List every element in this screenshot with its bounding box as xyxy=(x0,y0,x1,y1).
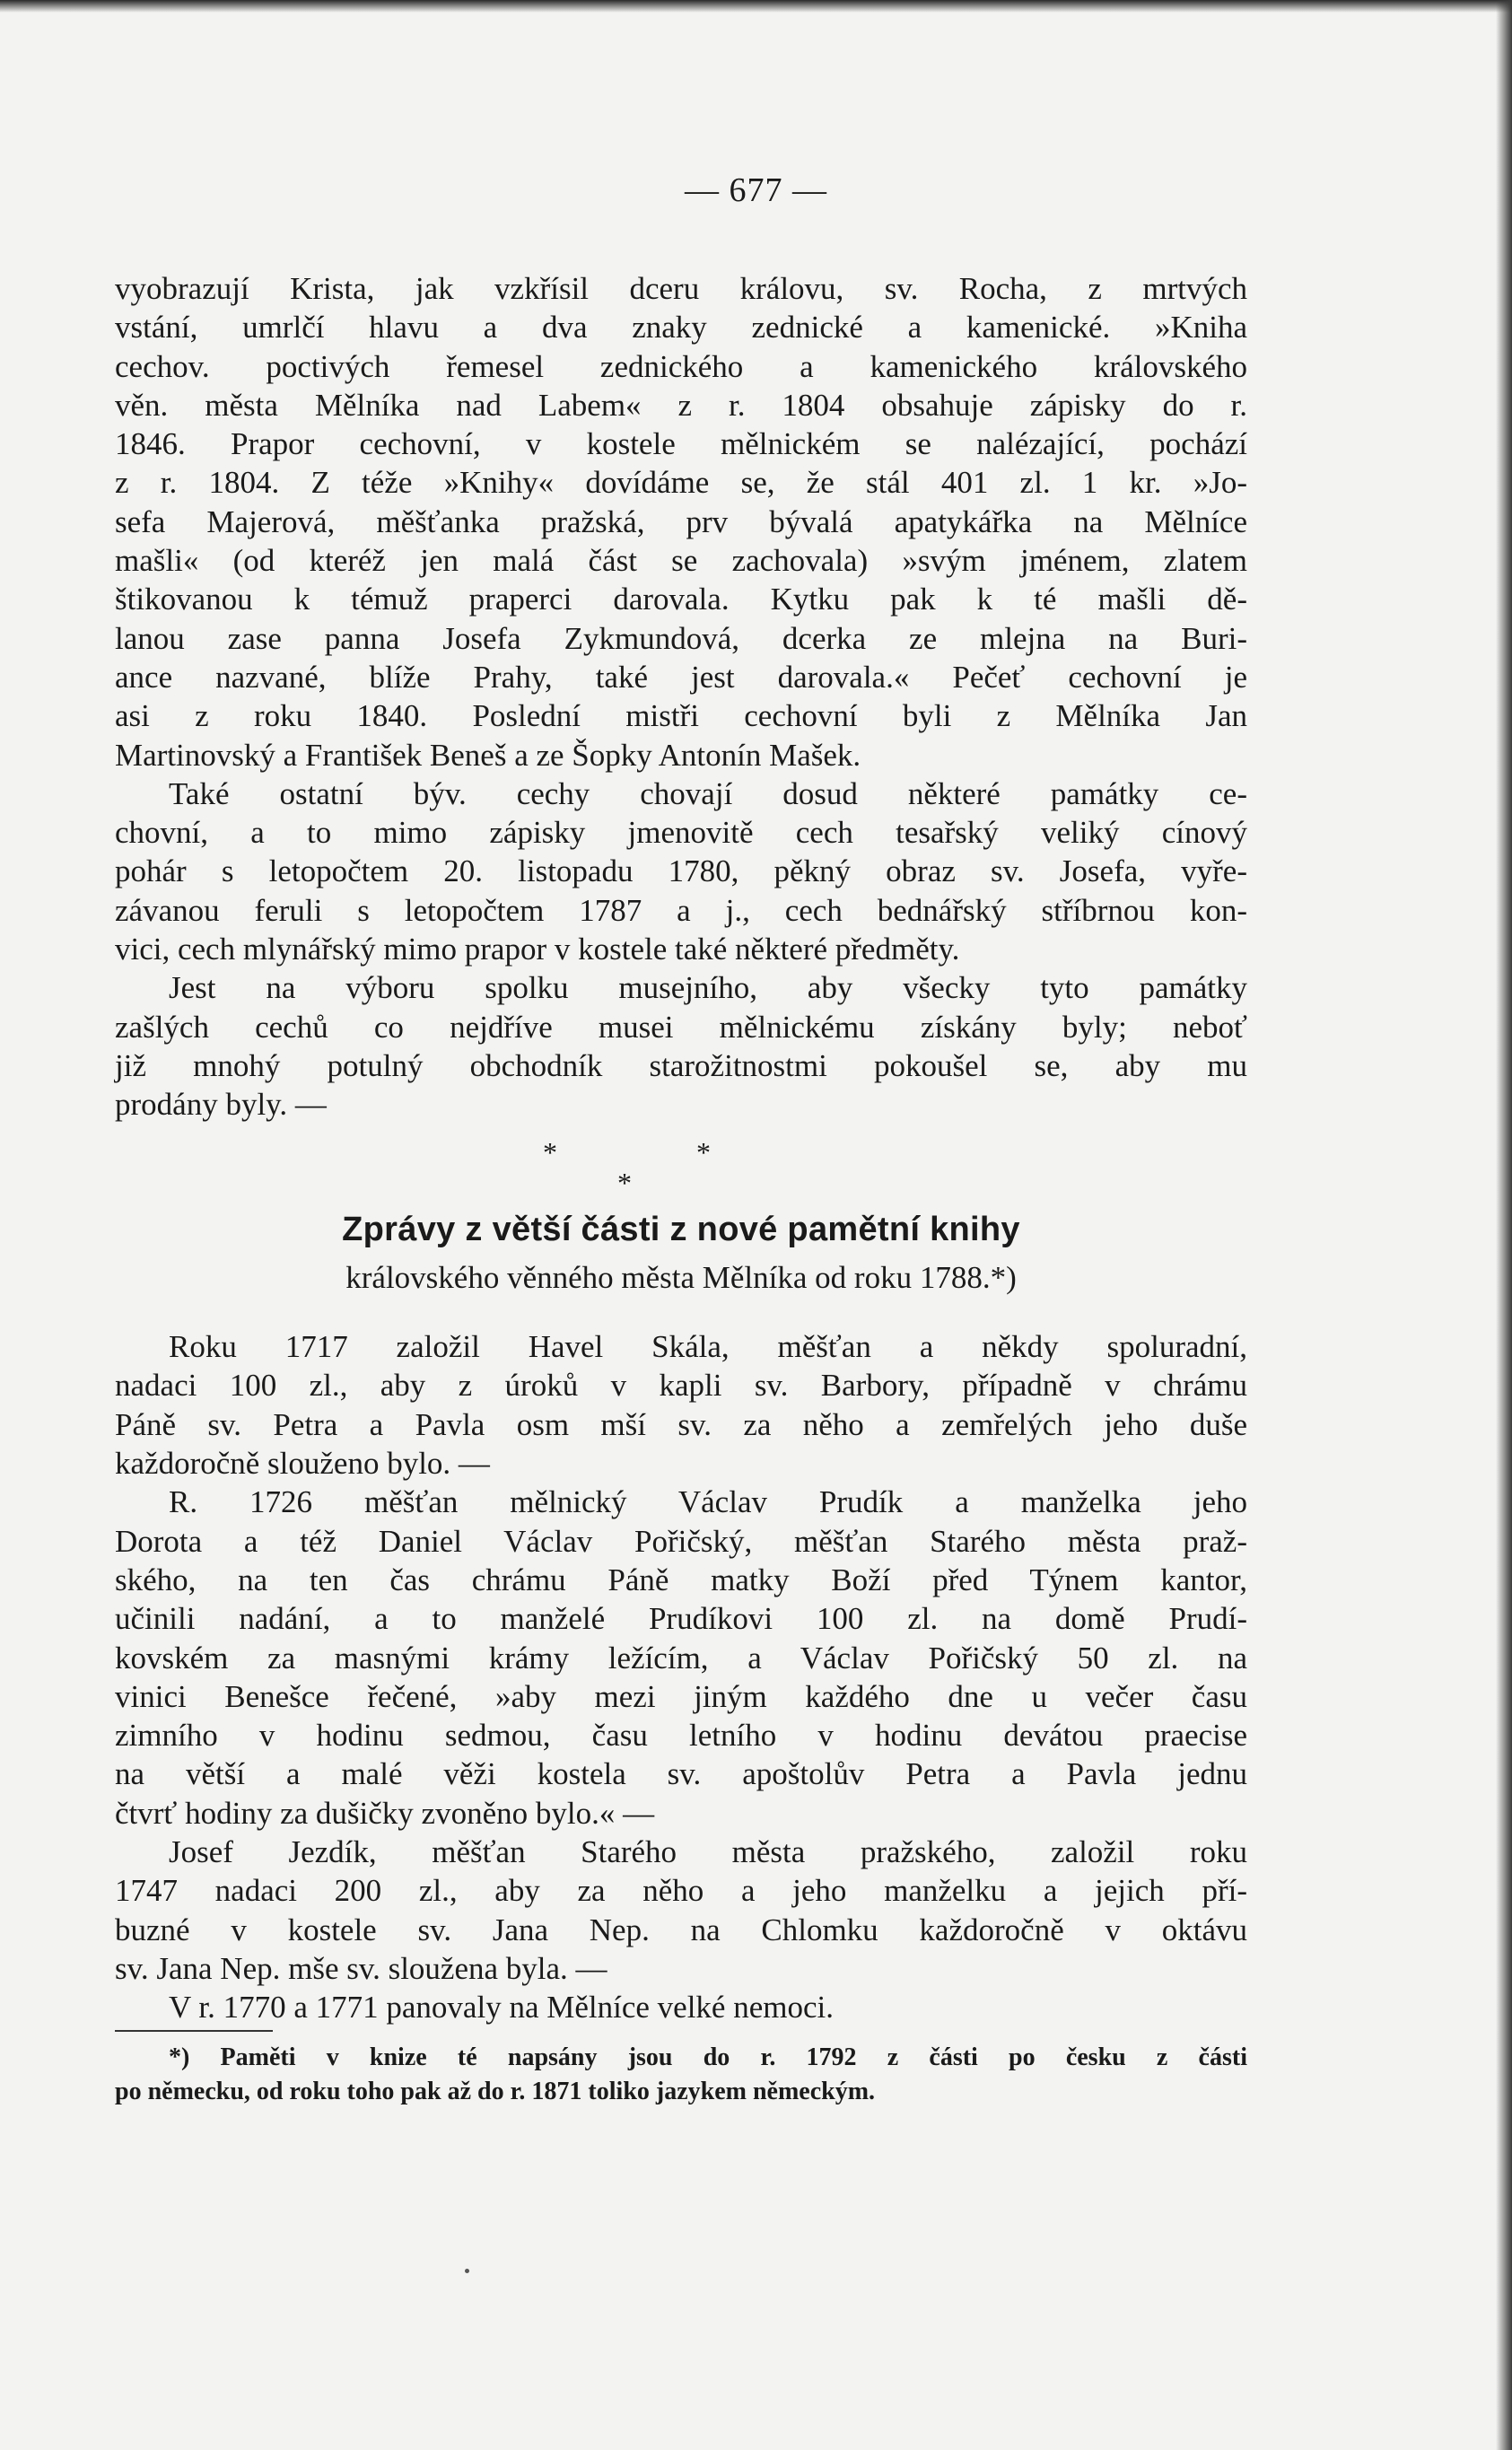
text-line: Josef Jezdík, měšťan Starého města pražského, založil roku xyxy=(169,1833,1247,1869)
text-line: sefa Majerová, měšťanka pražská, prv bývalá apatykářka na Mělníce xyxy=(115,503,1247,539)
page-body xyxy=(115,269,1247,2109)
text-line: prodány byly. — xyxy=(115,1087,327,1123)
paragraph-museum-committee xyxy=(115,968,1247,1124)
text-line: mašli« (od kteréž jen malá část se zachovala) »svým jménem, zlatem xyxy=(115,543,1247,579)
text-line: vyobrazují Krista, jak vzkřísil dceru královu, sv. Rocha, z mrtvých xyxy=(115,271,1247,306)
paragraph-1770 xyxy=(115,1988,1247,2026)
text-line: na větší a malé věži kostela sv. apoštolův Petra a Pavla jednu xyxy=(115,1756,1247,1792)
section-heading: Zprávy z větší části z nové pamětní knihy xyxy=(342,1210,1020,1248)
text-line: Také ostatní býv. cechy chovají dosud některé památky ce- xyxy=(169,775,1247,811)
text-line: ského, na ten čas chrámu Páně matky Boží před Týnem kantor, xyxy=(115,1562,1247,1597)
text-line: ance nazvané, blíže Prahy, také jest darovala.« Pečeť cechovní je xyxy=(115,659,1247,695)
text-line: sv. Jana Nep. mše sv. sloužena byla. — xyxy=(115,1950,607,1986)
text-line: závanou feruli s letopočtem 1787 a j., cech bednářský stříbrnou kon- xyxy=(115,892,1247,928)
text-line: lanou zase panna Josefa Zykmundová, dcerka ze mlejna na Buri- xyxy=(115,620,1247,656)
text-line: Martinovský a František Beneš a ze Šopky Antonín Mašek. xyxy=(115,737,861,773)
footnote-line: *) Paměti v knize té napsány jsou do r. 1792 z části po česku z části xyxy=(169,2043,1247,2072)
text-line: štikovanou k témuž praperci darovala. Kytku pak k té mašli dě- xyxy=(115,582,1247,617)
scan-speck xyxy=(465,2269,469,2273)
section-subheading: královského věnného města Mělníka od roku 1788.*) xyxy=(345,1259,1017,1295)
text-line: Roku 1717 založil Havel Skála, měšťan a někdy spoluradní, xyxy=(169,1329,1247,1365)
footnote xyxy=(115,2041,1247,2109)
page-number: — 677 — xyxy=(685,171,827,209)
text-line: čtvrť hodiny za dušičky zvoněno bylo.« — xyxy=(115,1795,655,1831)
text-line: Páně sv. Petra a Pavla osm mší sv. za něho a zemřelých jeho duše xyxy=(115,1406,1247,1442)
text-line: z r. 1804. Z téže »Knihy« dovídáme se, že stál 401 zl. 1 kr. »Jo- xyxy=(115,465,1247,501)
text-line: nadaci 100 zl., aby z úroků v kapli sv. Barbory, případně v chrámu xyxy=(115,1368,1247,1404)
text-line: vinici Benešce řečené, »aby mezi jiným každého dne u večer času xyxy=(115,1678,1247,1714)
text-line: již mnohý potulný obchodník starožitnostmi pokoušel se, aby mu xyxy=(115,1047,1247,1083)
text-line: Dorota a též Daniel Václav Pořičský, měšťan Starého města praž- xyxy=(115,1523,1247,1559)
paragraph-other-guilds xyxy=(115,774,1247,968)
paragraph-1726 xyxy=(115,1483,1247,1833)
asterisk: * xyxy=(543,1135,557,1168)
text-line: R. 1726 měšťan mělnický Václav Prudík a manželka jeho xyxy=(169,1484,1247,1520)
scan-right-edge xyxy=(1496,0,1512,2450)
text-line: asi z roku 1840. Poslední mistři cechovní byli z Mělníka Jan xyxy=(115,698,1247,734)
text-line: učinili nadání, a to manželé Prudíkovi 100 zl. na domě Prudí- xyxy=(115,1601,1247,1637)
asterisk: * xyxy=(696,1135,711,1168)
text-line: každoročně slouženo bylo. — xyxy=(115,1446,490,1482)
text-line: věn. města Mělníka nad Labem« z r. 1804 obsahuje zápisky do r. xyxy=(115,387,1247,423)
section-separator xyxy=(115,1124,1247,1199)
text-line: pohár s letopočtem 20. listopadu 1780, pěkný obraz sv. Josefa, vyře- xyxy=(115,853,1247,889)
text-line: vstání, umrlčí hlavu a dva znaky zednické a kamenické. »Kniha xyxy=(115,310,1247,346)
text-line: cechov. poctivých řemesel zednického a kamenického královského xyxy=(115,348,1247,384)
text-line: 1747 nadaci 200 zl., aby za něho a jeho manželku a jejich pří- xyxy=(115,1873,1247,1909)
footnote-rule xyxy=(115,2030,273,2032)
scan-top-edge xyxy=(0,0,1512,13)
text-line: buzné v kostele sv. Jana Nep. na Chlomku každoročně v oktávu xyxy=(115,1912,1247,1947)
paragraph-1747 xyxy=(115,1833,1247,1988)
text-line: zimního v hodinu sedmou, času letního v hodinu devátou praecise xyxy=(115,1718,1247,1754)
text-line: vici, cech mlynářský mimo prapor v kostele také některé předměty. xyxy=(115,932,960,967)
text-line: zašlých cechů co nejdříve musei mělnickému získány byly; neboť xyxy=(115,1009,1247,1045)
paragraph-guild-relics xyxy=(115,269,1247,774)
paragraph-1717 xyxy=(115,1327,1247,1483)
text-line: kovském za masnými krámy ležícím, a Václav Pořičský 50 zl. na xyxy=(115,1640,1247,1676)
asterisk: * xyxy=(617,1166,632,1199)
text-line: 1846. Prapor cechovní, v kostele mělnickém se nalézající, pochází xyxy=(115,426,1247,462)
text-line: chovní, a to mimo zápisky jmenovitě cech tesařský veliký cínový xyxy=(115,815,1247,851)
text-line: V r. 1770 a 1771 panovaly na Mělníce velké nemoci. xyxy=(169,1990,834,2026)
footnote-line: po německu, od roku toho pak až do r. 1871 toliko jazykem německým. xyxy=(115,2078,876,2106)
text-line: Jest na výboru spolku musejního, aby všecky tyto památky xyxy=(169,970,1247,1006)
